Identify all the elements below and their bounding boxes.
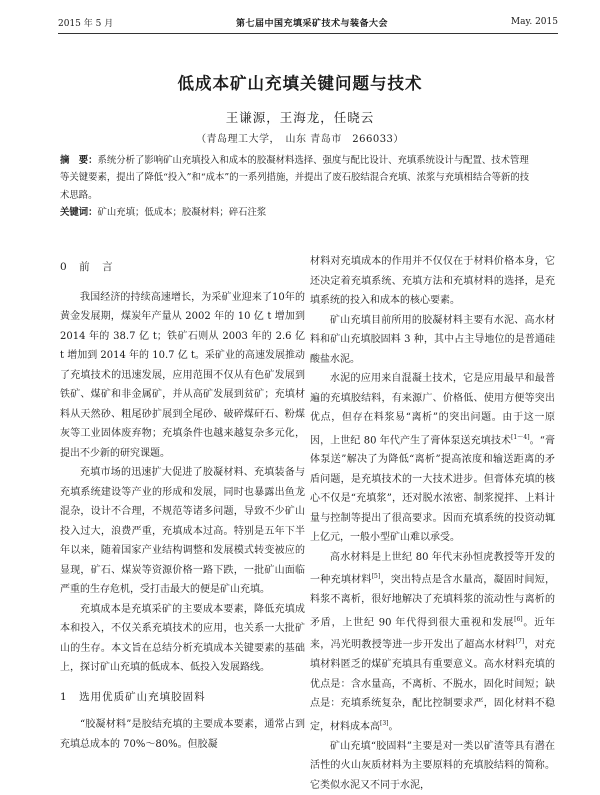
right-column	[310, 252, 555, 795]
header-date-en: May. 2015	[510, 17, 558, 27]
abstract-text: 系统分析了影响矿山充填投入和成本的胶凝材料选择、强度与配比设计、充填系统设计与配置、技术管理等关键要素，提出了降低“投入”和“成本”的一系列措施，并提出了废石胶结混合充填、浓浆与充填相结合等新的技术思路。	[60, 155, 530, 201]
abstract-label: 摘 要：	[60, 155, 98, 166]
keywords-label: 关键词：	[60, 206, 98, 218]
paper-affiliation: （青岛理工大学， 山东 青岛市 266033）	[196, 134, 404, 145]
text-run: 。近年来，冯光明教授等进一步开发出了超高水材料	[310, 616, 555, 651]
citation: [1～4]	[511, 433, 530, 441]
text-run: ，对充填材料匿乏的煤矿充填具有重要意义。高水材料充填的优点是：含水量高，不离析、不脱水，固化时间短；缺点是：充填系统复杂，配比控制要求严，固化材料不稳定，材料成本高	[310, 639, 556, 733]
left-column	[60, 252, 305, 754]
abstract-block	[60, 152, 530, 221]
paragraph: 矿山充填目前所用的胶凝材料主要有水泥、高水材料和矿山充填胶固料 3 种，其中占主导地位的是普通硅酸盐水泥。	[310, 314, 555, 365]
running-header	[58, 14, 558, 34]
text-run: 高水材料是上世纪 80 年代末孙恒虎教授等开发的一种充填材料	[310, 551, 555, 586]
paper-title: 低成本矿山充填关键问题与技术	[177, 74, 423, 93]
paragraph: “胶凝材料”是胶结充填的主要成本要素，通常占到充填总成本的 70%～80%。但胶凝	[60, 719, 305, 750]
text-run: 。“膏体泵送”解决了为降低“离析”提高浓度和输送距离的矛盾问题，是充填技术的一大技术进步。但膏体充填的核心不仅是“充填浆”，还对脱水浓密、制浆搅拌、上料计量与控制等提出了很高要求。因而充填系统的投资动辄上亿元，一般小型矿山难以承受。	[310, 434, 555, 544]
text-run: ，突出特点是含水量高，凝固时间短，料浆不离析，很好地解决了充填料浆的流动性与离析的矛盾，上世纪 90 年代得到很大重视和发展	[310, 574, 556, 628]
paragraph	[310, 548, 555, 737]
paragraph: 充填市场的迅速扩大促进了胶凝材料、充填装备与充填系统建设等产业的形成和发展，同时也暴露出鱼龙混杂，设计不合理，不规范等诸多问题，导致不少矿山投入过大，浪费严重，充填成本过高。特别是五年下半年以来，随着国家产业结构调整和发展模式转变被应的显现，矿石、煤炭等资源价格一路下跌，一批矿山面临严重的生存危机，受打击最大的便是矿山充填。	[60, 467, 305, 595]
citation: [7]	[515, 638, 525, 646]
paragraph: 矿山充填“胶固料”主要是对一类以矿渣等具有潜在活性的火山灰质材料为主要原料的充填胶结料的简称。它类似水泥又不同于水泥，	[310, 740, 555, 791]
abstract	[60, 152, 530, 204]
paragraph: 充填成本是充填采矿的主要成本要素，降低充填成本和投入，不仅关系充填技术的应用，也关系一大批矿山的生存。本文旨在总结分析充填成本关键要素的基础上，探讨矿山充填的低成本、低投入发展路线。	[60, 603, 305, 673]
paragraph: 材料对充填成本的作用并不仅仅在于材料价格本身，它还决定着充填系统、充填方法和充填材料的选择，是充填系统的投入和成本的核心要素。	[310, 256, 555, 306]
section-heading-1: 1 选用优质矿山充填胶固料	[60, 690, 206, 703]
paper-authors: 王谦源，王海龙，任晓云	[225, 110, 375, 125]
keywords-text: 矿山充填；低成本；胶凝材料；碎石注浆	[97, 206, 267, 218]
citation: [6]	[514, 615, 523, 623]
citation: [5]	[371, 573, 381, 581]
header-date: 2015 年 5 月	[58, 18, 114, 29]
citation: [3]	[380, 719, 389, 727]
paragraph: 我国经济的持续高速增长，为采矿业迎来了10年的黄金发展期，煤炭年产量从 2002 年的 10 亿 t 增加到 2014 年的 38.7 亿 t；铁矿石则从 2003 年的 2.6 亿 t 增加到 2014 年的 10.7 亿 t。采矿业的高速发展推动了充填技术的迅速发展，应用范围不仅从有色矿发展到铁矿、煤矿和非金属矿，并从高矿发展到贫矿；充填材料从天然砂、粗尾砂扩展到全尾砂、破碎煤矸石、粉煤灰等工业固体废弃物；充填条件也越来越复杂多元化，提出不少新的研究课题。	[60, 291, 305, 459]
text-run: 。	[388, 721, 399, 733]
paragraph	[310, 369, 555, 548]
keywords	[60, 204, 530, 221]
section-heading-intro: 0 前 言	[60, 261, 114, 273]
text-run: 水泥的应用来自混凝土技术，它是应用最早和最普遍的充填胶结料，有来源广、价格低、使用方便等突出优点，但存在料浆易“离析”的突出问题。由于这一原因，上世纪 80 年代产生了膏体泵送充填技术	[310, 373, 555, 446]
header-conference: 第七届中国充填采矿技术与装备大会	[236, 18, 389, 29]
